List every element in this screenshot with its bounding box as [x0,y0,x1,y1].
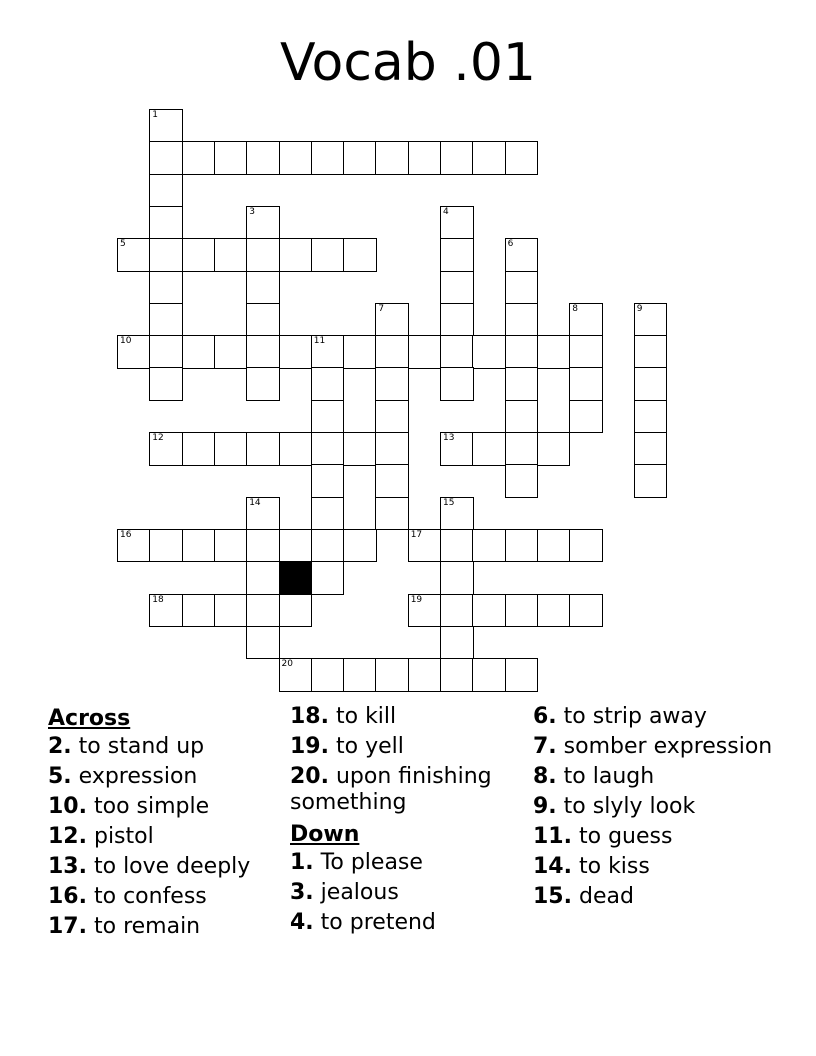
clue-text: upon finishing something [290,764,492,815]
crossword-cell[interactable] [149,303,183,337]
crossword-cell[interactable] [505,432,539,466]
cell-number: 18 [152,594,164,605]
crossword-cell[interactable] [246,271,280,305]
crossword-cell[interactable] [440,529,474,563]
crossword-cell[interactable] [246,335,280,369]
clue-number: 3. [290,880,314,905]
clue-number: 20. [290,764,329,789]
crossword-cell[interactable] [311,497,345,531]
crossword-cell[interactable] [214,141,248,175]
clue-number: 15. [533,884,572,909]
crossword-cell[interactable] [440,206,474,240]
clue-text: pistol [93,824,154,849]
crossword-cell[interactable] [440,497,474,531]
crossword-cell[interactable] [214,432,248,466]
crossword-cell[interactable] [149,206,183,240]
crossword-cell[interactable] [246,141,280,175]
crossword-cell[interactable] [279,432,313,466]
crossword-cell[interactable] [440,271,474,305]
crossword-cell[interactable] [505,658,539,692]
crossword-cell[interactable] [246,303,280,337]
crossword-cell[interactable] [472,141,506,175]
crossword-cell[interactable] [311,561,345,595]
clue-text: To please [320,850,423,875]
down-heading: Down [290,822,360,847]
clue-number: 5. [48,764,72,789]
clue-column-1 [48,704,288,944]
crossword-cell[interactable] [117,529,151,563]
crossword-cell[interactable] [343,432,377,466]
crossword-cell[interactable] [472,335,506,369]
crossword-cell[interactable] [569,335,603,369]
crossword-cell[interactable] [343,141,377,175]
crossword-cell[interactable] [246,206,280,240]
clue-text: to slyly look [563,794,696,819]
crossword-cell[interactable] [375,497,409,531]
crossword-cell[interactable] [375,335,409,369]
crossword-cell[interactable] [311,238,345,272]
crossword-cell[interactable] [182,594,216,628]
cell-number: 3 [249,206,255,217]
crossword-cell[interactable] [634,303,668,337]
crossword-cell[interactable] [149,335,183,369]
clue-number: 10. [48,794,87,819]
cell-number: 19 [410,594,423,605]
crossword-cell[interactable] [279,594,313,628]
clue-item [533,824,773,850]
crossword-cell[interactable] [505,238,539,272]
clue-column-2 [290,704,530,940]
clue-item [48,824,288,850]
crossword-cell[interactable] [279,335,313,369]
clue-text: to yell [335,734,404,759]
cell-number: 15 [443,497,455,508]
clue-number: 19. [290,734,329,759]
crossword-cell[interactable] [214,335,248,369]
clue-text: to laugh [563,764,655,789]
clue-number: 18. [290,704,329,729]
crossword-cell[interactable] [214,529,248,563]
crossword-cell[interactable] [375,141,409,175]
crossword-cell[interactable] [149,271,183,305]
clue-item [48,914,288,940]
crossword-cell[interactable] [375,367,409,401]
crossword-cell[interactable] [182,238,216,272]
crossword-cell[interactable] [375,303,409,337]
crossword-cell[interactable] [246,367,280,401]
crossword-cell[interactable] [472,594,506,628]
clue-item [533,704,773,730]
crossword-cell[interactable] [569,303,603,337]
crossword-cell[interactable] [149,238,183,272]
crossword-cell[interactable] [440,335,474,369]
crossword-cell[interactable] [311,335,345,369]
crossword-cell[interactable] [634,367,668,401]
cell-number: 11 [313,336,326,347]
clue-text: expression [78,764,198,789]
clue-text: dead [578,884,634,909]
crossword-cell[interactable] [149,529,183,563]
cell-number: 1 [152,110,159,120]
crossword-cell[interactable] [505,335,539,369]
crossword-cell[interactable] [440,658,474,692]
crossword-cell[interactable] [634,335,668,369]
clue-number: 6. [533,704,557,729]
crossword-cell[interactable] [246,594,280,628]
clue-text: to kiss [578,854,650,879]
clue-column-3 [533,704,773,914]
crossword-cell[interactable] [343,238,377,272]
crossword-cell[interactable] [214,238,248,272]
clue-text: to confess [93,884,207,909]
black-cell [279,561,313,595]
clue-item [290,734,530,760]
crossword-cell[interactable] [311,141,345,175]
crossword-cell[interactable] [537,529,571,563]
crossword-cell[interactable] [182,141,216,175]
crossword-cell[interactable] [149,109,183,143]
crossword-cell[interactable] [182,335,216,369]
crossword-cell[interactable] [408,335,442,369]
crossword-cell[interactable] [440,367,474,401]
crossword-cell[interactable] [182,432,216,466]
crossword-cell[interactable] [505,400,539,434]
crossword-cell[interactable] [311,464,345,498]
crossword-cell[interactable] [117,238,151,272]
clue-item [48,854,288,880]
crossword-cell[interactable] [214,594,248,628]
crossword-cell[interactable] [505,594,539,628]
crossword-cell[interactable] [569,529,603,563]
clue-number: 2. [48,734,72,759]
crossword-cell[interactable] [279,141,313,175]
crossword-cell[interactable] [375,432,409,466]
cell-number: 4 [443,206,449,217]
clue-number: 12. [48,824,87,849]
crossword-cell[interactable] [505,271,539,305]
crossword-cell[interactable] [569,594,603,628]
clue-text: to kill [335,704,397,729]
crossword-cell[interactable] [375,658,409,692]
clue-text: to love deeply [93,854,251,879]
down-clue-list [290,850,530,936]
clue-item [290,704,530,730]
clue-text: too simple [93,794,210,819]
crossword-cell[interactable] [246,497,280,531]
crossword-cell[interactable] [440,141,474,175]
clue-number: 8. [533,764,557,789]
crossword-cell[interactable] [440,561,474,595]
crossword-cell[interactable] [505,529,539,563]
clue-number: 11. [533,824,572,849]
clue-number: 1. [290,850,314,875]
crossword-cell[interactable] [408,141,442,175]
cell-number: 17 [410,529,423,540]
crossword-cell[interactable] [149,367,183,401]
down-clue-list-continued [533,704,773,910]
clue-number: 16. [48,884,87,909]
crossword-cell[interactable] [375,400,409,434]
crossword-cell[interactable] [634,432,668,466]
clue-item [533,764,773,790]
crossword-cell[interactable] [440,238,474,272]
cell-number: 13 [443,433,455,443]
crossword-cell[interactable] [311,658,345,692]
crossword-cell[interactable] [311,432,345,466]
crossword-cell[interactable] [472,529,506,563]
crossword-cell[interactable] [472,658,506,692]
clue-number: 9. [533,794,557,819]
crossword-cell[interactable] [246,561,280,595]
crossword-cell[interactable] [440,626,474,660]
crossword-cell[interactable] [311,400,345,434]
crossword-cell[interactable] [537,594,571,628]
crossword-cell[interactable] [537,335,571,369]
crossword-cell[interactable] [634,400,668,434]
crossword-cell[interactable] [149,141,183,175]
crossword-cell[interactable] [246,529,280,563]
crossword-cell[interactable] [408,529,442,563]
crossword-cell[interactable] [375,464,409,498]
clue-item [290,850,530,876]
clue-item [48,764,288,790]
crossword-cell[interactable] [343,335,377,369]
crossword-cell[interactable] [246,626,280,660]
clue-item [290,764,530,816]
clue-text: to remain [93,914,201,939]
clue-item [533,884,773,910]
clue-item [533,734,773,760]
crossword-cell[interactable] [149,432,183,466]
crossword-cell[interactable] [246,238,280,272]
across-heading: Across [48,706,131,731]
clue-item [533,794,773,820]
crossword-cell[interactable] [311,529,345,563]
clue-text: to strip away [563,704,707,729]
crossword-cell[interactable] [440,594,474,628]
across-clue-list [48,734,288,940]
crossword-cell[interactable] [149,594,183,628]
crossword-cell[interactable] [279,658,313,692]
clue-item [290,910,530,936]
crossword-cell[interactable] [472,432,506,466]
clue-number: 4. [290,910,314,935]
cell-number: 10 [120,336,132,347]
crossword-cell[interactable] [279,529,313,563]
cell-number: 7 [378,303,385,314]
crossword-cell[interactable] [246,432,280,466]
across-clue-list-continued [290,704,530,816]
puzzle-title: Vocab .01 [279,33,537,93]
cell-number: 6 [507,239,514,250]
crossword-cell[interactable] [182,529,216,563]
crossword-cell[interactable] [343,529,377,563]
clue-item [290,880,530,906]
cell-number: 8 [572,303,578,314]
crossword-cell[interactable] [343,658,377,692]
clue-text: somber expression [563,734,773,759]
cell-number: 16 [120,529,132,540]
crossword-cell[interactable] [311,367,345,401]
clue-item [48,884,288,910]
clue-item [533,854,773,880]
cell-number: 9 [636,303,643,314]
crossword-cell[interactable] [408,658,442,692]
crossword-cell[interactable] [117,335,151,369]
cell-number: 20 [281,659,293,670]
clue-item [48,794,288,820]
crossword-cell[interactable] [440,432,474,466]
clue-number: 17. [48,914,87,939]
crossword-cell[interactable] [440,303,474,337]
cell-number: 14 [249,497,261,508]
crossword-cell[interactable] [505,141,539,175]
crossword-cell[interactable] [279,238,313,272]
crossword-cell[interactable] [569,400,603,434]
crossword-cell[interactable] [408,594,442,628]
crossword-cell[interactable] [569,367,603,401]
crossword-cell[interactable] [505,367,539,401]
crossword-cell[interactable] [505,303,539,337]
clue-text: jealous [320,880,399,905]
clue-number: 7. [533,734,557,759]
clue-number: 14. [533,854,572,879]
clue-text: to stand up [78,734,205,759]
clue-number: 13. [48,854,87,879]
clue-text: to guess [578,824,673,849]
clue-text: to pretend [320,910,436,935]
clue-item [48,734,288,760]
cell-number: 12 [152,433,164,443]
crossword-cell[interactable] [634,464,668,498]
crossword-cell[interactable] [149,174,183,208]
cell-number: 5 [120,239,126,250]
crossword-cell[interactable] [505,464,539,498]
crossword-cell[interactable] [537,432,571,466]
